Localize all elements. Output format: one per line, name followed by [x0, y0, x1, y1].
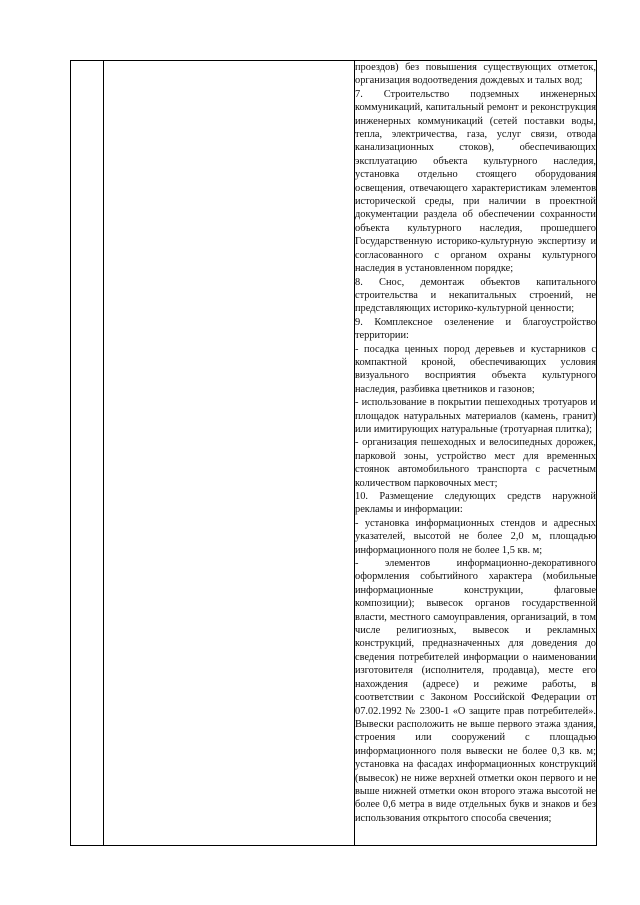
zone-column-cell: [104, 61, 355, 846]
paragraph: - использование в покрытии пешеходных тротуаров и площадок натуральных материалов (камень, гранит) или имитирующих натуральные (тротуарная плитка);: [355, 397, 596, 435]
regulation-table: [70, 60, 597, 846]
paragraph: проездов) без повышения существующих отметок, организация водоотведения дождевых и талых вод;: [355, 62, 596, 87]
paragraph: 10. Размещение следующих средств наружной рекламы и информации:: [355, 491, 596, 516]
paragraph: - элементов информационно-декоративного оформления событийного характера (мобильные информационные конструкции, флаговые композиции); вывесок органов государственной власти, местного самоуправления, организаций, в том числе религиозных, вывесок и рекламных конструкций, предназначенных для доведения до сведения потребителей информации о наименовании изготовителя (исполнителя, продавца), месте его нахождения (адресе) и режиме работы, в соответствии с Законом Российской Федерации от 07.02.1992 № 2300-1 «О защите прав потребителей». Вывески расположить не выше первого этажа здания, строения или сооружений с площадью информационного поля вывески не более 0,3 кв. м; установка на фасадах информационных конструкций (вывесок) не ниже верхней отметки окон первого и не выше нижней отметки окон второго этажа высотой не более 0,6 метра в виде отдельных букв и знаков и без использования открытого способа свечения;: [355, 558, 596, 824]
paragraph: - посадка ценных пород деревьев и кустарников с компактной кроной, обеспечивающих условия визуального восприятия объекта культурного наследия, разбивка цветников и газонов;: [355, 343, 596, 395]
table-row: [71, 61, 597, 846]
paragraph: 9. Комплексное озеленение и благоустройство территории:: [355, 316, 596, 342]
paragraph: - установка информационных стендов и адресных указателей, высотой не более 2,0 м, площадью информационного поля не более 1,5 кв. м;: [355, 517, 596, 556]
requirements-cell: [355, 61, 597, 846]
number-column-cell: [71, 61, 104, 846]
paragraph: 7. Строительство подземных инженерных коммуникаций, капитальный ремонт и реконструкция инженерных коммуникаций (сетей поставки воды, тепла, электричества, газа, услуг связи, отвода канализационных стоков), обеспечивающих эксплуатацию объекта культурного наследия, установка отдельно стоящего оборудования освещения, отвечающего характеристикам элементов исторической среды, при наличии в проектной документации раздела об обеспечении сохранности объекта культурного наследия, прошедшего Государственную историко-культурную экспертизу и согласованного с органом охраны культурного наследия в установленном порядке;: [355, 88, 596, 275]
paragraph: 8. Снос, демонтаж объектов капитального строительства и некапитальных строений, не представляющих историко-культурной ценности;: [355, 276, 596, 315]
paragraph: - организация пешеходных и велосипедных дорожек, парковой зоны, устройство мест для временных стоянок автомобильного транспорта с расчетным количеством парковочных мест;: [355, 437, 596, 489]
